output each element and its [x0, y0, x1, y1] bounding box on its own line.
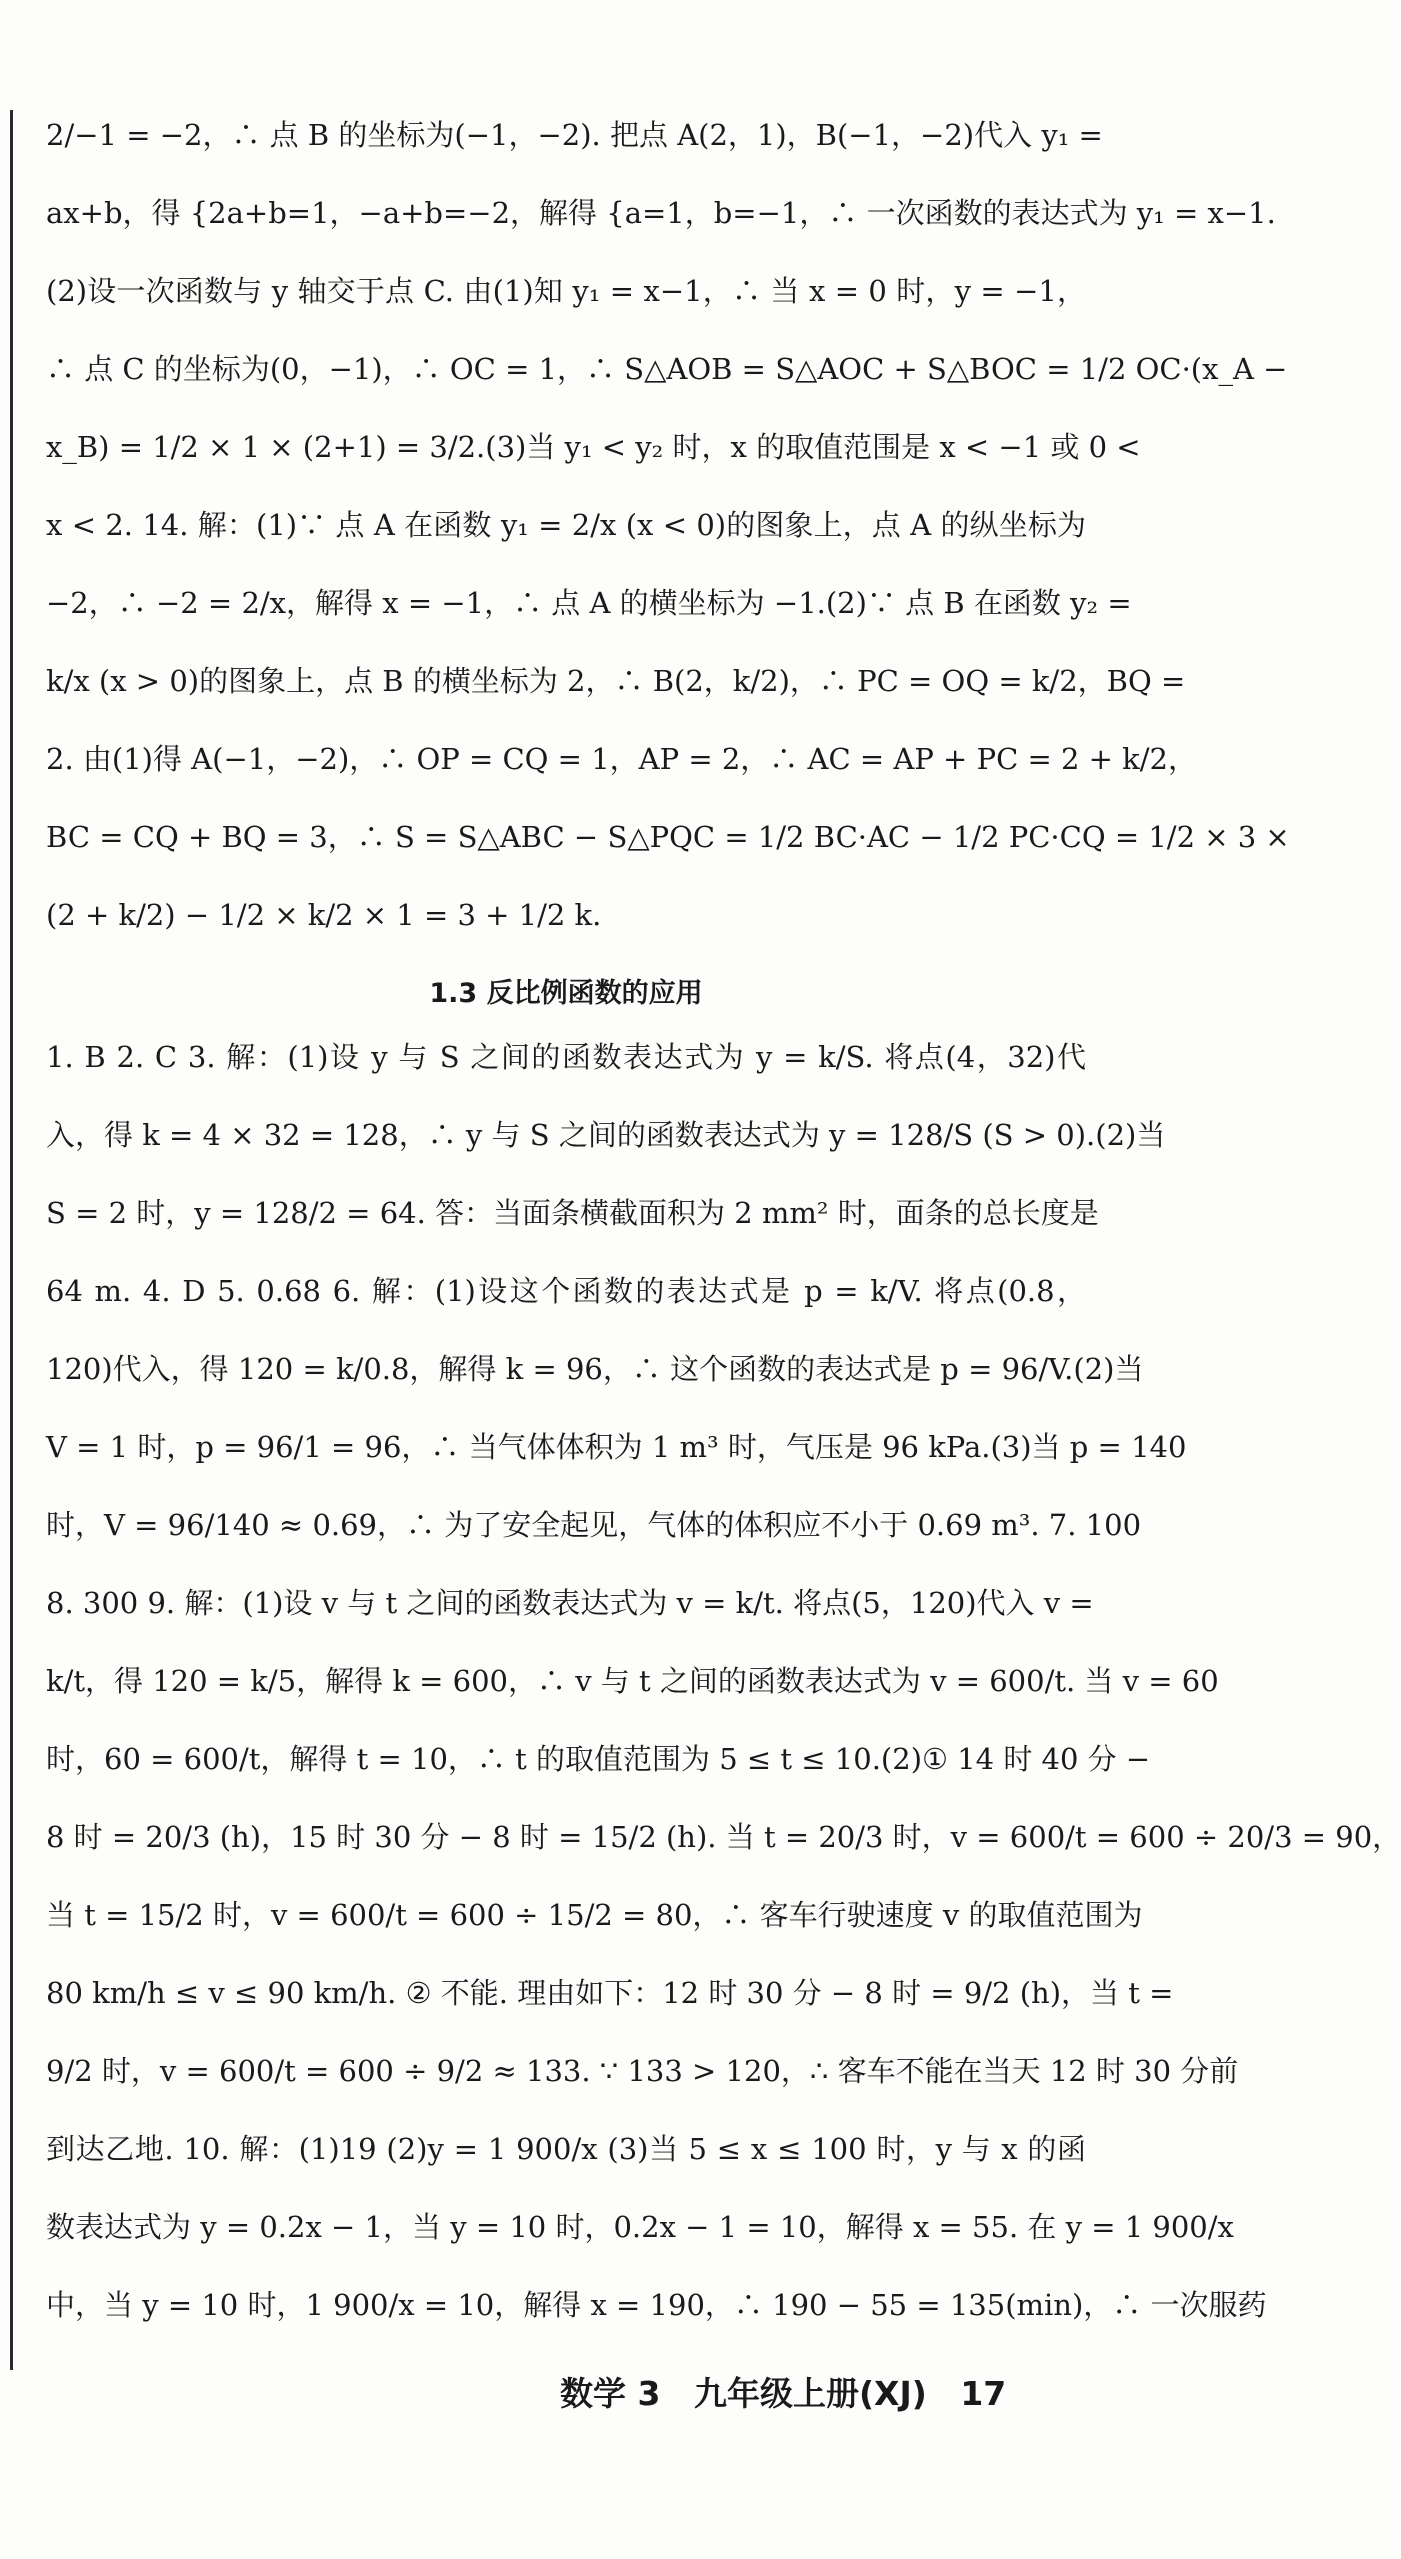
text-line: 80 km/h ≤ v ≤ 90 km/h. ② 不能. 理由如下：12 时 30 分 − 8 时 = 9/2 (h)，当 t =	[46, 1976, 1174, 2010]
text-line: 2. 由(1)得 A(−1，−2)，∴ OP = CQ = 1，AP = 2，∴ AC = AP + PC = 2 + k/2，	[46, 742, 1197, 776]
text-line: −2，∴ −2 = 2/x，解得 x = −1，∴ 点 A 的横坐标为 −1.(2)∵ 点 B 在函数 y₂ =	[46, 586, 1132, 620]
text-line: 8. 300 9. 解：(1)设 v 与 t 之间的函数表达式为 v = k/t. 将点(5，120)代入 v =	[46, 1586, 1094, 1620]
text-line: x < 2. 14. 解：(1)∵ 点 A 在函数 y₁ = 2/x (x < 0)的图象上，点 A 的纵坐标为	[46, 508, 1086, 542]
text-line: BC = CQ + BQ = 3，∴ S = S△ABC − S△PQC = 1/2 BC·AC − 1/2 PC·CQ = 1/2 × 3 ×	[46, 820, 1290, 854]
text-line: (2 + k/2) − 1/2 × k/2 × 1 = 3 + 1/2 k.	[46, 898, 602, 932]
text-line: 数表达式为 y = 0.2x − 1，当 y = 10 时，0.2x − 1 = 10，解得 x = 55. 在 y = 1 900/x	[46, 2210, 1234, 2244]
footer-subject: 数学 3	[560, 2374, 661, 2413]
text-line: k/t，得 120 = k/5，解得 k = 600，∴ v 与 t 之间的函数表达式为 v = 600/t. 当 v = 60	[46, 1664, 1219, 1698]
page-footer	[560, 2368, 1028, 2415]
text-line: ax+b，得 {2a+b=1，−a+b=−2，解得 {a=1，b=−1，∴ 一次函数的表达式为 y₁ = x−1.	[46, 196, 1276, 230]
text-line: 入，得 k = 4 × 32 = 128，∴ y 与 S 之间的函数表达式为 y = 128/S (S > 0).(2)当	[46, 1118, 1166, 1152]
text-line: ∴ 点 C 的坐标为(0，−1)，∴ OC = 1，∴ S△AOB = S△AOC + S△BOC = 1/2 OC·(x_A −	[46, 352, 1288, 386]
text-line: V = 1 时，p = 96/1 = 96，∴ 当气体体积为 1 m³ 时，气压是 96 kPa.(3)当 p = 140	[46, 1430, 1187, 1464]
footer-grade: 九年级上册(XJ)	[693, 2374, 927, 2413]
text-line: S = 2 时，y = 128/2 = 64. 答：当面条横截面积为 2 mm² 时，面条的总长度是	[46, 1196, 1099, 1230]
text-line: 2/−1 = −2，∴ 点 B 的坐标为(−1，−2). 把点 A(2，1)，B(−1，−2)代入 y₁ =	[46, 118, 1103, 152]
text-line: 120)代入，得 120 = k/0.8，解得 k = 96，∴ 这个函数的表达式是 p = 96/V.(2)当	[46, 1352, 1144, 1386]
text-line: x_B) = 1/2 × 1 × (2+1) = 3/2.(3)当 y₁ < y₂ 时，x 的取值范围是 x < −1 或 0 <	[46, 430, 1141, 464]
text-line: 时，V = 96/140 ≈ 0.69，∴ 为了安全起见，气体的体积应不小于 0.69 m³. 7. 100	[46, 1508, 1142, 1542]
text-line: 64 m. 4. D 5. 0.68 6. 解：(1)设这个函数的表达式是 p = k/V. 将点(0.8，	[46, 1274, 1086, 1308]
text-line: k/x (x > 0)的图象上，点 B 的横坐标为 2，∴ B(2，k/2)，∴ PC = OQ = k/2，BQ =	[46, 664, 1186, 698]
answer-page-body	[46, 118, 1401, 2366]
text-line: 中，当 y = 10 时，1 900/x = 10，解得 x = 190，∴ 190 − 55 = 135(min)，∴ 一次服药	[46, 2288, 1267, 2322]
text-line: 8 时 = 20/3 (h)，15 时 30 分 − 8 时 = 15/2 (h). 当 t = 20/3 时，v = 600/t = 600 ÷ 20/3 = 90，	[46, 1820, 1401, 1854]
text-line: 1. B 2. C 3. 解：(1)设 y 与 S 之间的函数表达式为 y = k/S. 将点(4，32)代	[46, 1040, 1086, 1074]
text-line: 9/2 时，v = 600/t = 600 ÷ 9/2 ≈ 133. ∵ 133 > 120，∴ 客车不能在当天 12 时 30 分前	[46, 2054, 1239, 2088]
text-line: (2)设一次函数与 y 轴交于点 C. 由(1)知 y₁ = x−1，∴ 当 x = 0 时，y = −1，	[46, 274, 1086, 308]
page-number: 17	[960, 2374, 1007, 2413]
text-line: 到达乙地. 10. 解：(1)19 (2)y = 1 900/x (3)当 5 ≤ x ≤ 100 时，y 与 x 的函	[46, 2132, 1086, 2166]
section-title: 1.3 反比例函数的应用	[429, 978, 703, 1009]
text-line: 时，60 = 600/t，解得 t = 10，∴ t 的取值范围为 5 ≤ t ≤ 10.(2)① 14 时 40 分 −	[46, 1742, 1151, 1776]
left-margin-rule	[10, 110, 13, 2370]
text-line: 当 t = 15/2 时，v = 600/t = 600 ÷ 15/2 = 80，∴ 客车行驶速度 v 的取值范围为	[46, 1898, 1143, 1932]
